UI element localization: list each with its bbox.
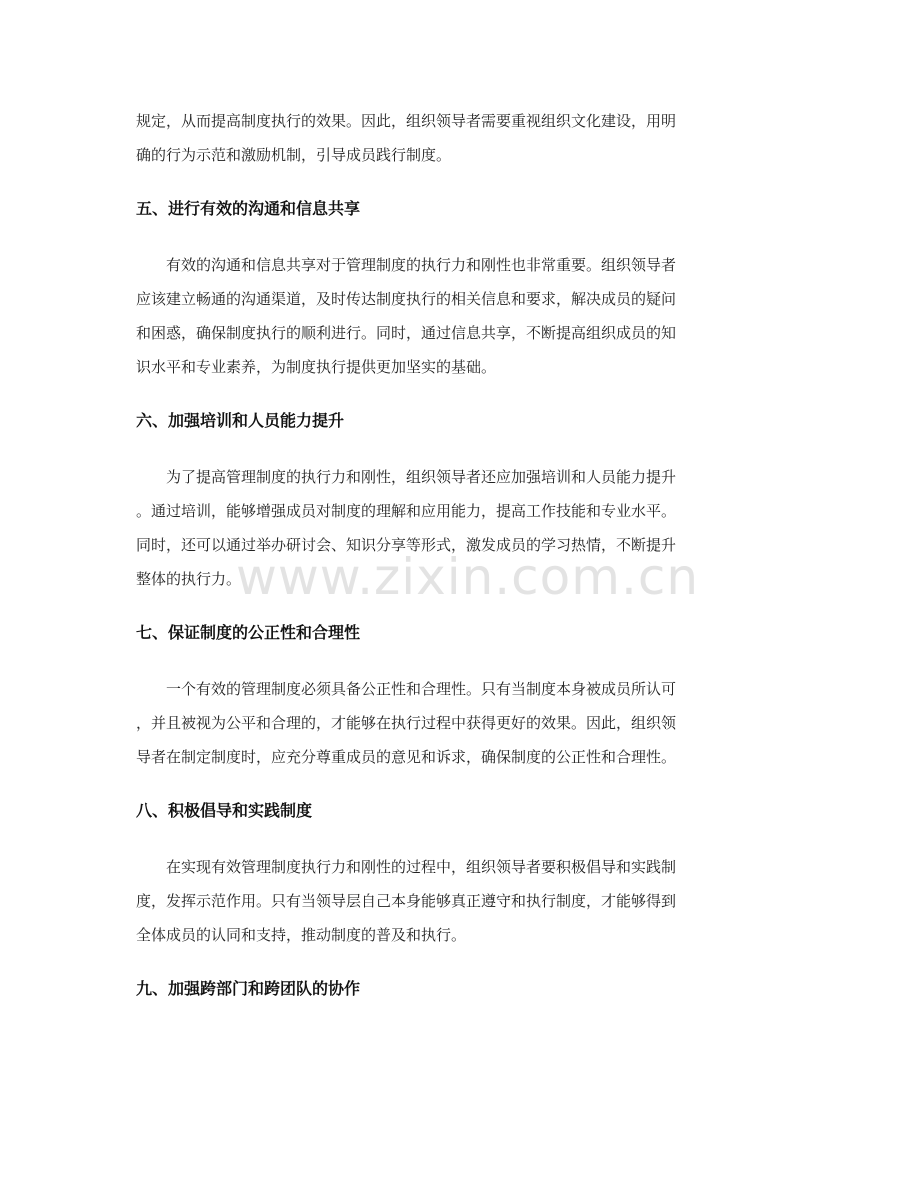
paragraph: [136, 460, 784, 596]
paragraph-line: 识水平和专业素养，为制度执行提供更加坚实的基础。: [136, 358, 497, 376]
document-body: [136, 104, 784, 1028]
paragraph: [136, 850, 784, 952]
section-heading: 八、积极倡导和实践制度: [136, 801, 313, 820]
paragraph-line: 度，发挥示范作用。只有当领导层自己本身能够真正遵守和执行制度，才能够得到: [136, 892, 677, 910]
section-heading: 五、进行有效的沟通和信息共享: [136, 199, 361, 218]
paragraph-line: 导者在制定制度时，应充分尊重成员的意见和诉求，确保制度的公正性和合理性。: [136, 748, 677, 766]
paragraph: [136, 672, 784, 774]
paragraph-line: ，并且被视为公平和合理的，才能够在执行过程中获得更好的效果。因此，组织领: [136, 714, 677, 732]
paragraph-line: 一个有效的管理制度必须具备公正性和合理性。只有当制度本身被成员所认可: [166, 680, 677, 698]
paragraph-line: 整体的执行力。: [136, 570, 242, 588]
paragraph-line: 全体成员的认同和支持，推动制度的普及和执行。: [136, 926, 467, 944]
paragraph-line: 确的行为示范和激励机制，引导成员践行制度。: [136, 146, 452, 164]
watermark: www.zixin.com.cn: [236, 548, 700, 606]
paragraph-line: 和困惑，确保制度执行的顺利进行。同时，通过信息共享，不断提高组织成员的知: [136, 324, 677, 342]
paragraph-line: 同时，还可以通过举办研讨会、知识分享等形式，激发成员的学习热情，不断提升: [136, 536, 677, 554]
paragraph-line: 有效的沟通和信息共享对于管理制度的执行力和刚性也非常重要。组织领导者: [166, 256, 677, 274]
paragraph-line: 。通过培训，能够增强成员对制度的理解和应用能力，提高工作技能和专业水平。: [136, 502, 677, 520]
section-heading: 七、保证制度的公正性和合理性: [136, 623, 361, 642]
paragraph: [136, 248, 784, 384]
paragraph-line: 为了提高管理制度的执行力和刚性，组织领导者还应加强培训和人员能力提升: [166, 468, 677, 486]
paragraph-line: 应该建立畅通的沟通渠道，及时传达制度执行的相关信息和要求，解决成员的疑问: [136, 290, 677, 308]
paragraph-line: 规定，从而提高制度执行的效果。因此，组织领导者需要重视组织文化建设，用明: [136, 112, 677, 130]
paragraph: [136, 104, 784, 172]
paragraph-line: 在实现有效管理制度执行力和刚性的过程中，组织领导者要积极倡导和实践制: [166, 858, 677, 876]
section-heading: 六、加强培训和人员能力提升: [136, 411, 345, 430]
section-heading: 九、加强跨部门和跨团队的协作: [136, 979, 361, 998]
